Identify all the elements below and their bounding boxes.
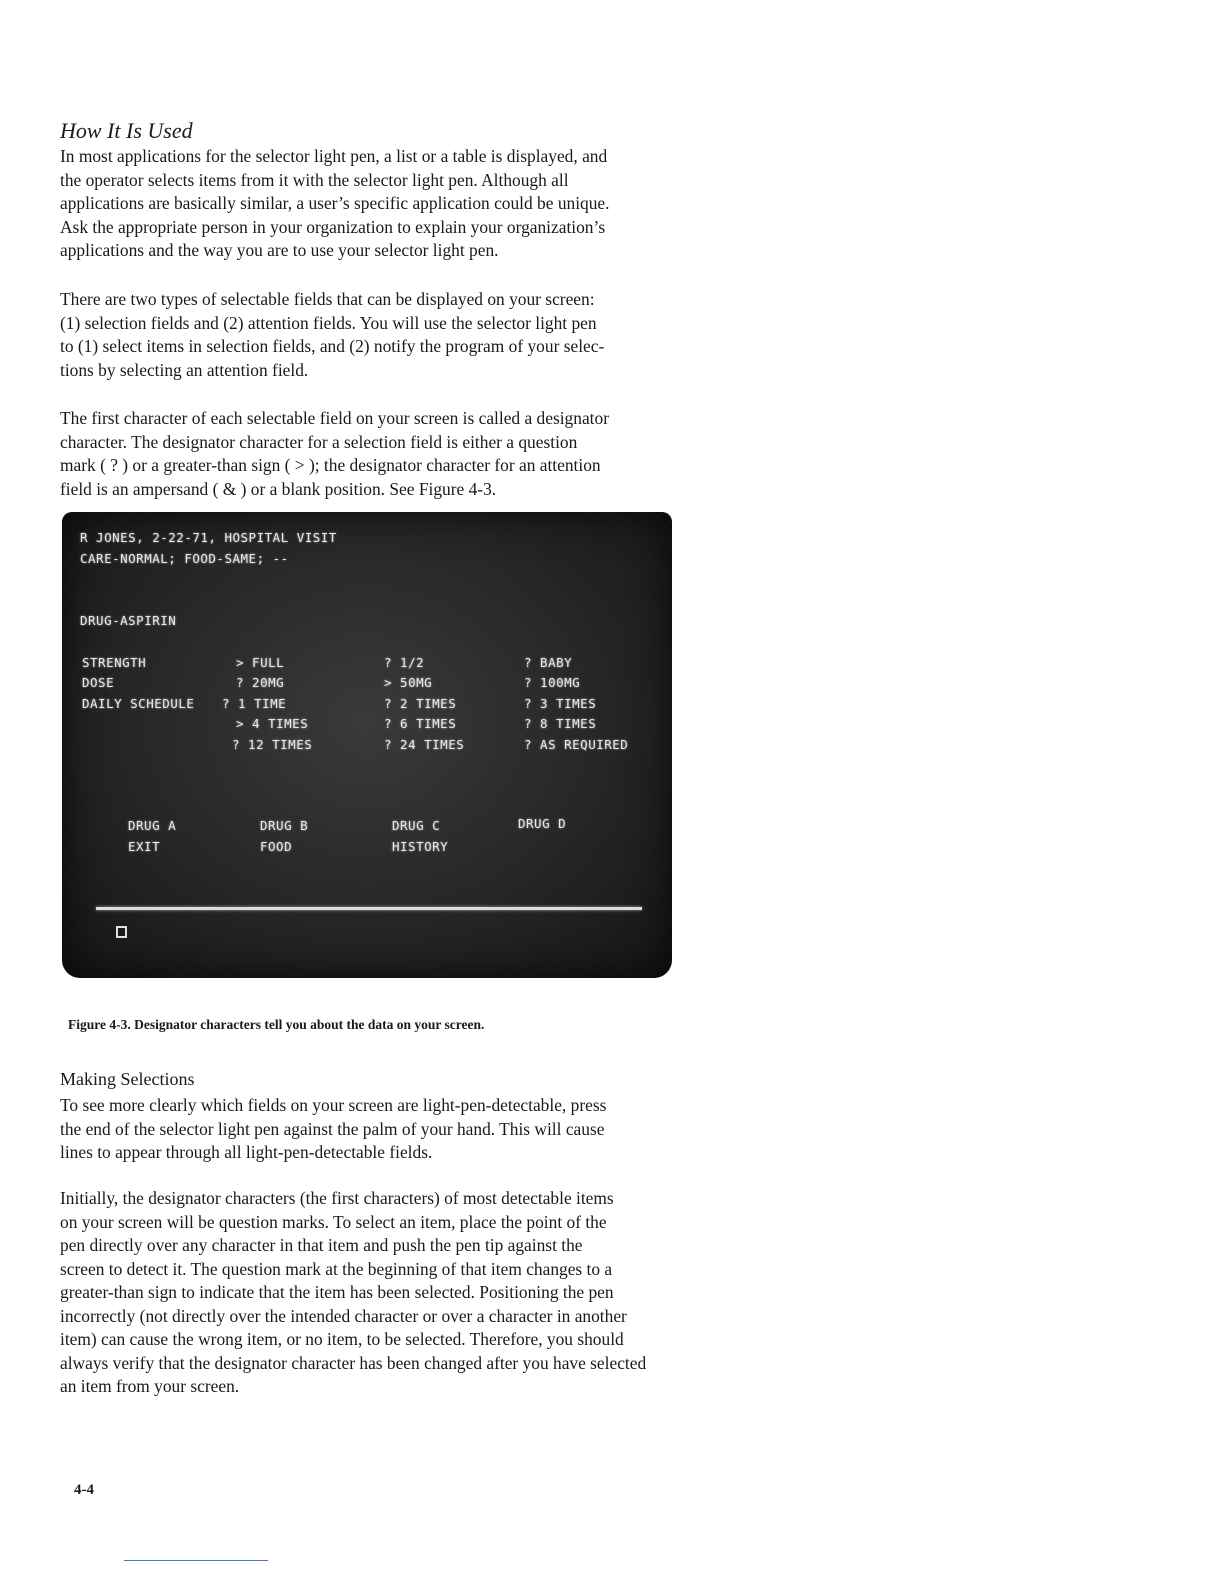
paragraph-field-types xyxy=(60,288,740,382)
text-line: Ask the appropriate person in your organization to explain your organization’s xyxy=(60,216,606,237)
screen-option: ? 1/2 xyxy=(384,655,425,670)
text-line: the end of the selector light pen against the palm of your hand. This will cause xyxy=(60,1118,605,1139)
screen-label-dose: DOSE xyxy=(82,675,115,690)
text-line: the operator selects items from it with the selector light pen. Although all xyxy=(60,169,569,190)
text-line: The first character of each selectable field on your screen is called a designator xyxy=(60,408,609,428)
text-line: pen directly over any character in that item and push the pen tip against the xyxy=(60,1235,583,1255)
text-line: greater-than sign to indicate that the item has been selected. Positioning the pen xyxy=(60,1282,614,1302)
text-line: Initially, the designator characters (the first characters) of most detectable items xyxy=(60,1188,614,1208)
text-line: always verify that the designator character has been changed after you have selected xyxy=(60,1352,647,1373)
screen-divider-line xyxy=(96,907,642,910)
screen-attention-field: FOOD xyxy=(260,839,293,854)
text-line: to (1) select items in selection fields, and (2) notify the program of your selec- xyxy=(60,336,605,356)
crt-screen-photo xyxy=(62,512,672,978)
screen-drug-line: DRUG-ASPIRIN xyxy=(80,613,177,628)
text-line: mark ( ? ) or a greater-than sign ( > ); the designator character for an attention xyxy=(60,455,601,475)
paragraph-designator xyxy=(60,407,740,501)
screen-option: ? 6 TIMES xyxy=(384,716,457,731)
text-line: tions by selecting an attention field. xyxy=(60,359,309,380)
screen-option: ? 100MG xyxy=(524,675,581,690)
paragraph-how-used xyxy=(60,145,740,263)
footer-rule xyxy=(124,1560,268,1561)
screen-option: ? 2 TIMES xyxy=(384,696,457,711)
text-line: an item from your screen. xyxy=(60,1376,240,1396)
paragraph-selecting xyxy=(60,1187,740,1399)
screen-option: > 50MG xyxy=(384,675,433,690)
screen-header-line: R JONES, 2-22-71, HOSPITAL VISIT xyxy=(80,530,337,545)
screen-attention-field: EXIT xyxy=(128,839,161,854)
text-line: lines to appear through all light-pen-detectable fields. xyxy=(60,1142,433,1162)
text-line: In most applications for the selector light pen, a list or a table is displayed, and xyxy=(60,146,608,166)
screen-option: ? BABY xyxy=(524,655,573,670)
screen-attention-field: DRUG D xyxy=(518,816,567,831)
screen-option: ? 20MG xyxy=(236,675,285,690)
text-line: applications are basically similar, a user’s specific application could be unique. xyxy=(60,193,610,213)
text-line: (1) selection fields and (2) attention fields. You will use the selector light pen xyxy=(60,312,597,333)
screen-option: > FULL xyxy=(236,655,285,670)
screen-option: ? AS REQUIRED xyxy=(524,737,629,752)
screen-label-strength: STRENGTH xyxy=(82,655,147,670)
screen-attention-field: DRUG B xyxy=(260,818,309,833)
screen-option: > 4 TIMES xyxy=(236,716,309,731)
screen-attention-field: DRUG C xyxy=(392,818,441,833)
screen-option: ? 3 TIMES xyxy=(524,696,597,711)
text-line: character. The designator character for a selection field is either a question xyxy=(60,431,578,452)
screen-option: ? 12 TIMES xyxy=(232,737,313,752)
text-line: applications and the way you are to use your selector light pen. xyxy=(60,240,499,260)
text-line: on your screen will be question marks. To select an item, place the point of the xyxy=(60,1211,607,1232)
text-line: To see more clearly which fields on your screen are light-pen-detectable, press xyxy=(60,1095,607,1115)
paragraph-detectable xyxy=(60,1094,740,1165)
screen-option: ? 8 TIMES xyxy=(524,716,597,731)
subsection-heading: Making Selections xyxy=(60,1069,195,1089)
section-heading: How It Is Used xyxy=(60,118,193,143)
screen-option: ? 1 TIME xyxy=(222,696,287,711)
screen-attention-field: DRUG A xyxy=(128,818,177,833)
text-line: incorrectly (not directly over the intended character or over a character in another xyxy=(60,1305,627,1326)
text-line: item) can cause the wrong item, or no item, to be selected. Therefore, you should xyxy=(60,1329,624,1349)
figure-caption: Figure 4-3. Designator characters tell you about the data on your screen. xyxy=(68,1017,485,1032)
screen-label-schedule: DAILY SCHEDULE xyxy=(82,696,195,711)
text-line: field is an ampersand ( & ) or a blank position. See Figure 4-3. xyxy=(60,478,497,499)
text-line: screen to detect it. The question mark at the beginning of that item changes to a xyxy=(60,1258,613,1279)
screen-attention-field: HISTORY xyxy=(392,839,449,854)
page-number: 4-4 xyxy=(74,1482,94,1498)
text-line: There are two types of selectable fields that can be displayed on your screen: xyxy=(60,289,595,309)
screen-option: ? 24 TIMES xyxy=(384,737,465,752)
screen-care-line: CARE-NORMAL; FOOD-SAME; -- xyxy=(80,551,289,566)
screen-cursor-icon xyxy=(116,926,127,938)
